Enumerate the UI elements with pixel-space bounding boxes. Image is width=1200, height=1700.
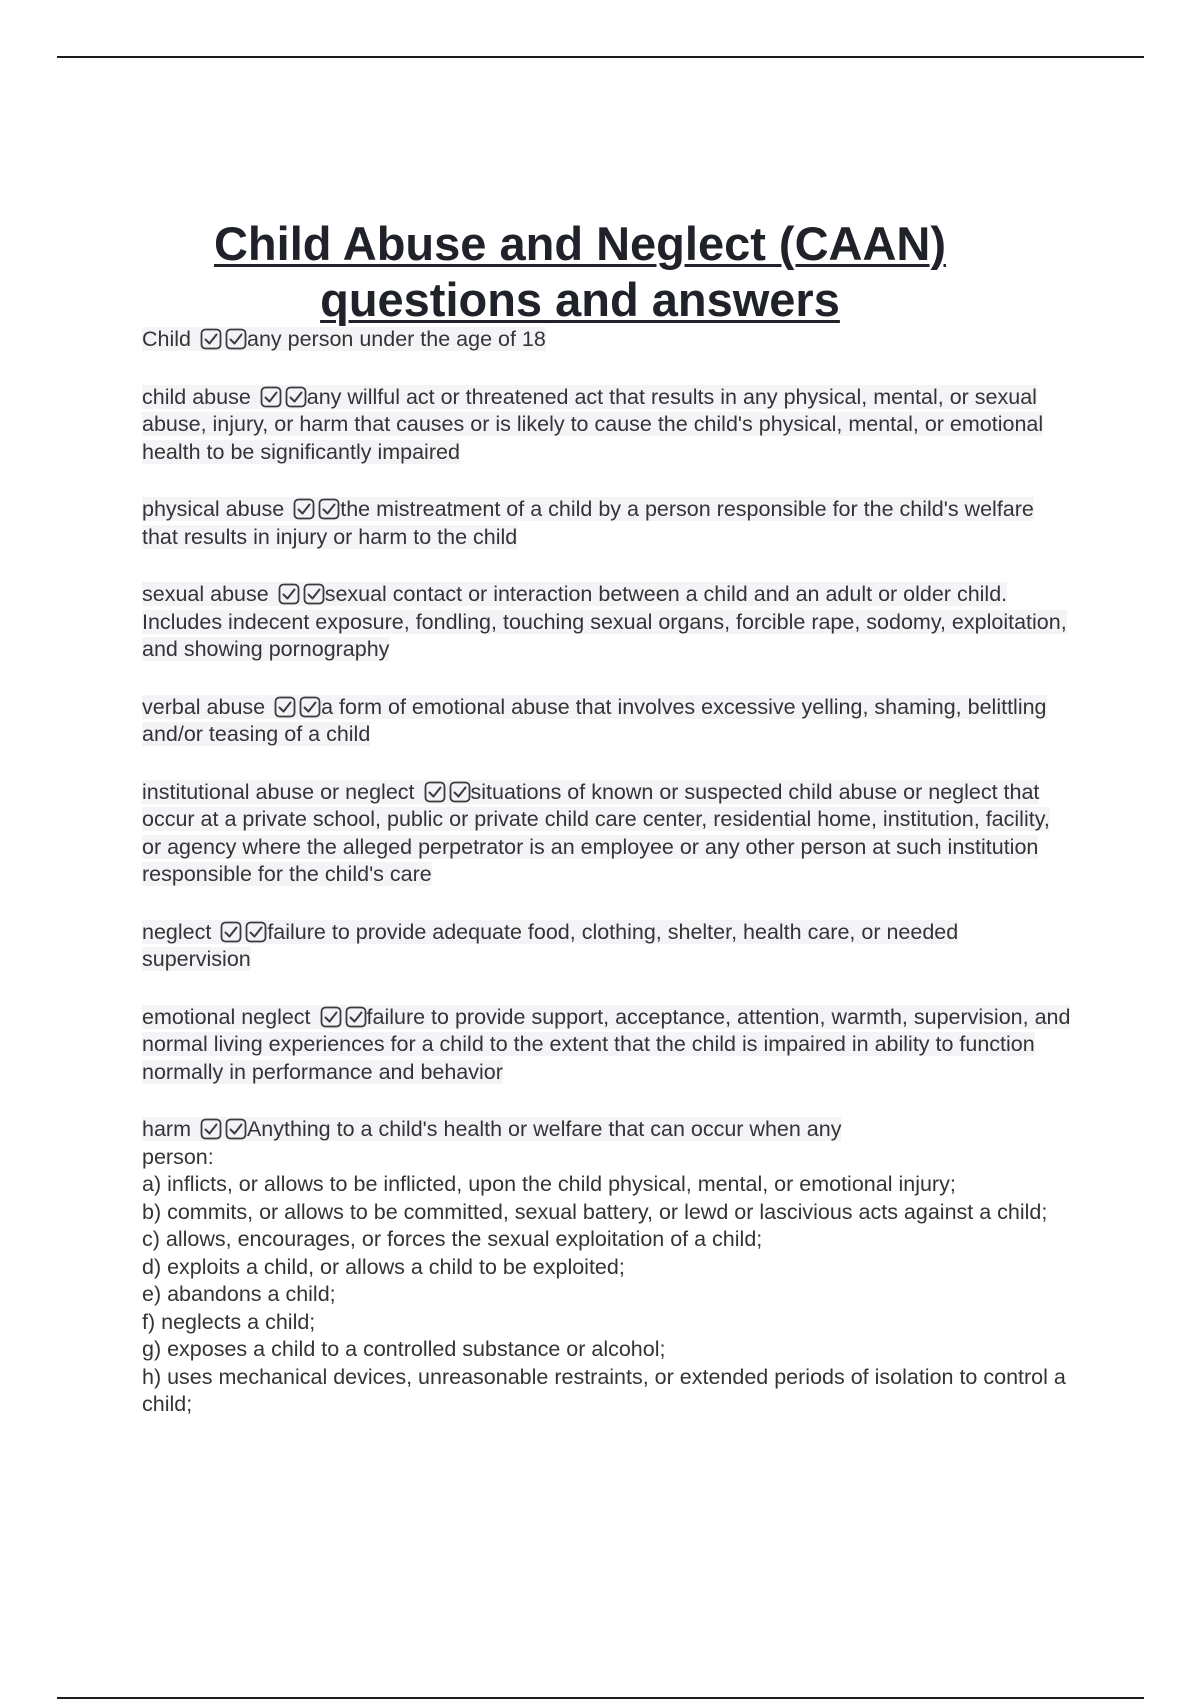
list-item: d) exploits a child, or allows a child to be exploited;: [142, 1254, 625, 1279]
checked-box-icon: [274, 696, 296, 718]
term: sexual abuse: [142, 582, 269, 606]
list-item: e) abandons a child;: [142, 1282, 336, 1306]
flashcard-entry: [142, 1116, 1072, 1419]
term: verbal abuse: [142, 694, 266, 719]
definition: sexual contact or interaction between a child and an adult or older child. Includes indecent exposure, fondling, touching sexual organs, forcible rape, sodomy, exploitation, and showing pornography: [142, 582, 1067, 661]
list-item: h) uses mechanical devices, unreasonable restraints, or extended periods of isolation to control a child;: [142, 1364, 1066, 1416]
definition: any person under the age of 18: [246, 327, 546, 351]
definition: the mistreatment of a child by a person responsible for the child's welfare that results in injury or harm to the child: [142, 497, 1034, 549]
checked-box-icon: [225, 1118, 247, 1140]
top-rule: [57, 56, 1144, 58]
checked-box-icon: [345, 1006, 367, 1028]
list-item: b) commits, or allows to be committed, sexual battery, or lewd or lascivious acts against a child;: [142, 1199, 1048, 1224]
flashcard-entry: [142, 581, 1072, 664]
flashcard-entry: [142, 694, 1072, 749]
checked-box-icon: [200, 328, 222, 350]
checked-box-icon: [320, 1006, 342, 1028]
checked-box-icon: [285, 386, 307, 408]
list-item: a) inflicts, or allows to be inflicted, upon the child physical, mental, or emotional injury;: [142, 1172, 956, 1196]
checked-box-icon: [260, 386, 282, 408]
term: institutional abuse or neglect: [142, 779, 415, 804]
flashcard-entry: [142, 1004, 1072, 1087]
checked-box-icon: [299, 696, 321, 718]
checked-box-icon: [220, 921, 242, 943]
checked-box-icon: [449, 781, 471, 803]
list-item: g) exposes a child to a controlled substance or alcohol;: [142, 1337, 666, 1361]
document-title: [100, 216, 1060, 328]
checked-box-icon: [424, 781, 446, 803]
checked-box-icon: [303, 583, 325, 605]
definition: failure to provide adequate food, clothing, shelter, health care, or needed supervision: [142, 919, 959, 971]
definition-continuation: person:: [142, 1144, 214, 1169]
title-line-1: Child Abuse and Neglect (CAAN): [213, 217, 946, 270]
definition: situations of known or suspected child abuse or neglect that occur at a private school, public or private child care center, residential home, institution, facility, or agency where the alleged perpetrator is an employee or any other person at such institution responsible for the child's care: [142, 779, 1050, 886]
list-item: f) neglects a child;: [142, 1309, 316, 1334]
term: physical abuse: [142, 497, 285, 521]
checked-box-icon: [200, 1118, 222, 1140]
definition: a form of emotional abuse that involves excessive yelling, shaming, belittling and/or teasing of a child: [142, 694, 1047, 746]
definition: Anything to a child's health or welfare that can occur when any: [246, 1117, 842, 1141]
checked-box-icon: [225, 328, 247, 350]
term: Child: [142, 327, 191, 351]
term: emotional neglect: [142, 1004, 311, 1029]
flashcard-entry: [142, 919, 1072, 974]
bottom-rule: [57, 1697, 1144, 1699]
definition: failure to provide support, acceptance, attention, warmth, supervision, and normal living experiences for a child to the extent that the child is impaired in ability to function normally in performance and behavior: [142, 1004, 1071, 1084]
flashcard-entry: [142, 496, 1072, 551]
term: neglect: [142, 919, 212, 944]
flashcard-list: [142, 326, 1072, 1449]
list-item: c) allows, encourages, or forces the sexual exploitation of a child;: [142, 1227, 763, 1251]
checked-box-icon: [245, 921, 267, 943]
term: child abuse: [142, 384, 251, 409]
flashcard-entry: [142, 384, 1072, 467]
definition: any willful act or threatened act that results in any physical, mental, or sexual abuse, injury, or harm that causes or is likely to cause the child's physical, mental, or emotional health to be significantly impaired: [142, 384, 1044, 464]
checked-box-icon: [278, 583, 300, 605]
flashcard-entry: [142, 779, 1072, 889]
title-line-2: questions and answers: [320, 273, 840, 326]
checked-box-icon: [293, 498, 315, 520]
term: harm: [142, 1117, 191, 1141]
checked-box-icon: [318, 498, 340, 520]
flashcard-entry: [142, 326, 1072, 354]
